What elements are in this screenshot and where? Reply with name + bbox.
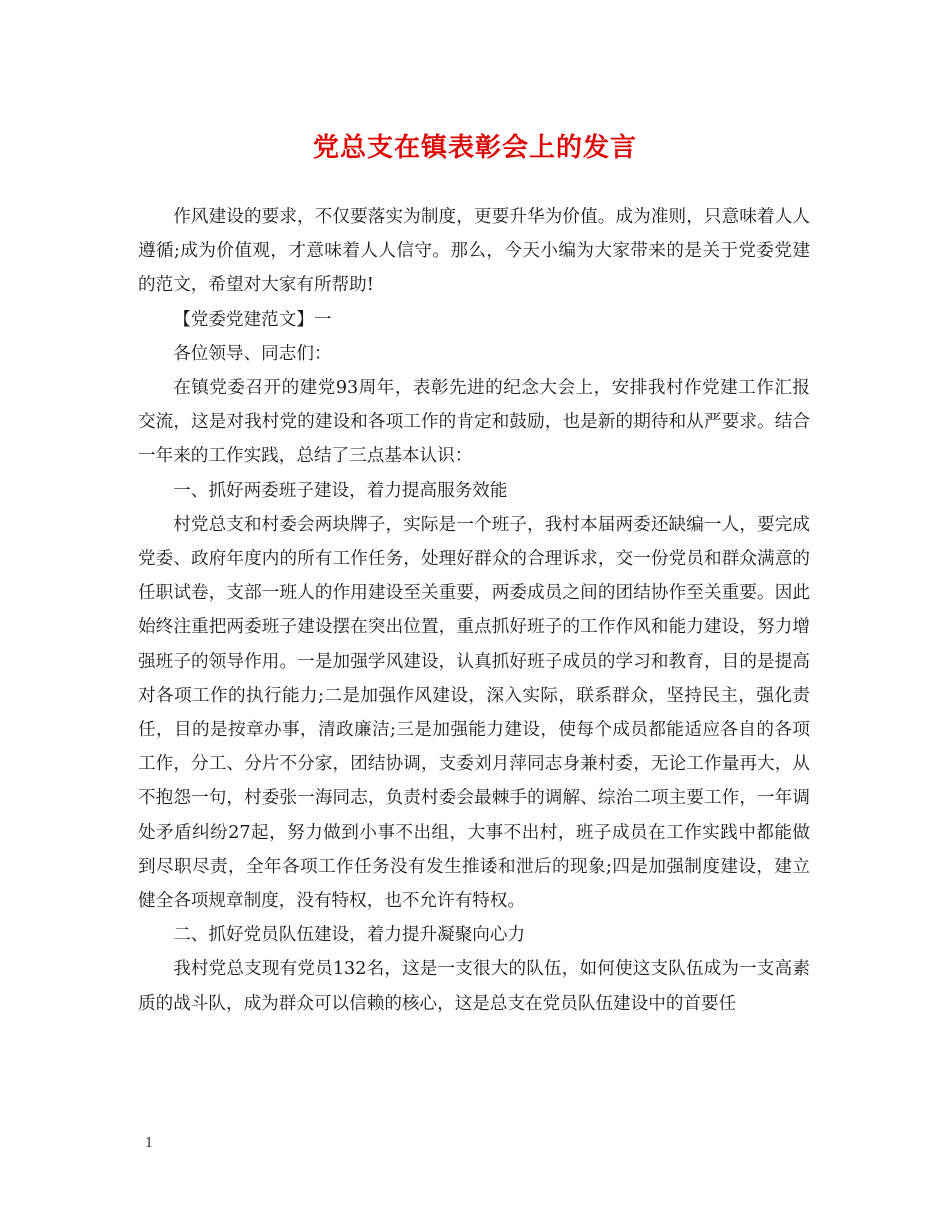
- paragraph-heading-two: 二、抓好党员队伍建设，着力提升凝聚向心力: [173, 925, 526, 946]
- paragraph-body-two: 我村党总支现有党员132名，这是一支很大的队伍，如何使这支队伍成为一支高素质的战斗队，成为群众可以信赖的核心，这是总支在党员队伍建设中的首要任: [138, 959, 810, 1014]
- document-body: [138, 200, 810, 1021]
- paragraph-heading-one: 一、抓好两委班子建设，着力提高服务效能: [173, 480, 508, 501]
- paragraph-body-one: 村党总支和村委会两块牌子，实际是一个班子，我村本届两委还缺编一人，要完成党委、政府年度内的所有工作任务，处理好群众的合理诉求，交一份党员和群众满意的任职试卷，支部一班人的作用建设至关重要，两委成员之间的团结协作至关重要。因此始终注重把两委班子建设摆在突出位置，重点抓好班子的工作作风和能力建设，努力增强班子的领导作用。一是加强学风建设，认真抓好班子成员的学习和教育，目的是提高对各项工作的执行能力;二是加强作风建设，深入实际，联系群众，坚持民主，强化责任，目的是按章办事，清政廉洁;三是加强能力建设，使每个成员都能适应各自的各项工作，分工、分片不分家，团结协调，支委刘月萍同志身兼村委，无论工作量再大，从不抱怨一句，村委张一海同志，负责村委会最棘手的调解、综治二项主要工作，一年调处矛盾纠纷27起，努力做到小事不出组，大事不出村，班子成员在工作实践中都能做到尽职尽责，全年各项工作任务没有发生推诿和泄后的现象;四是加强制度建设，建立健全各项规章制度，没有特权，也不允许有特权。: [138, 514, 810, 912]
- paragraph-opening: 在镇党委召开的建党93周年，表彰先进的纪念大会上，安排我村作党建工作汇报交流，这是对我村党的建设和各项工作的肯定和鼓励，也是新的期待和从严要求。结合一年来的工作实践，总结了三点基本认识：: [138, 378, 810, 467]
- page-number: 1: [145, 1136, 154, 1151]
- paragraph-salutation: 各位领导、同志们：: [173, 343, 332, 364]
- paragraph-section-heading: 【党委党建范文】一: [173, 309, 332, 330]
- document-title: 党总支在镇表彰会上的发言: [312, 133, 637, 163]
- paragraph-intro: 作风建设的要求，不仅要落实为制度，更要升华为价值。成为准则，只意味着人人遵循;成为价值观，才意味着人人信守。那么，今天小编为大家带来的是关于党委党建的范文，希望对大家有所帮助!: [138, 207, 810, 296]
